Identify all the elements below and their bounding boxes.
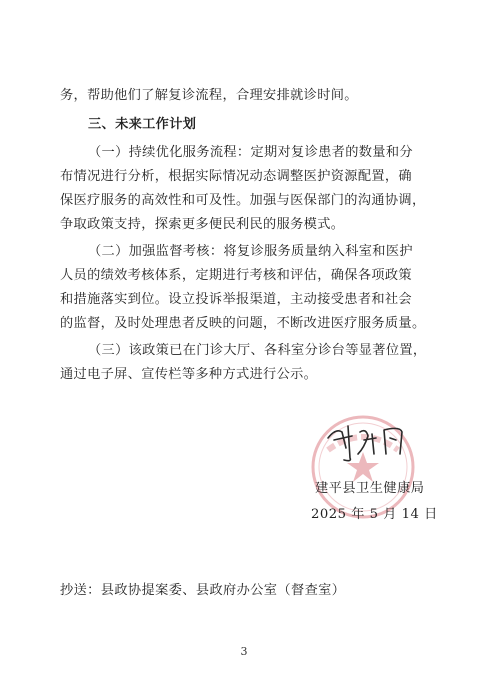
body-line: 争取政策支持，探索更多便民利民的服务模式。 — [60, 217, 345, 232]
body-line: 保医疗服务的高效性和可及性。加强与医保部门的沟通协调， — [60, 193, 426, 208]
body-line: 布情况进行分析，根据实际情况动态调整医护资源配置，确 — [60, 169, 412, 184]
issue-date: 2025 年 5 月 14 日 — [311, 507, 438, 522]
body-line: 的监督，及时处理患者反映的问题，不断改进医疗服务质量。 — [60, 316, 426, 331]
body-line: 人员的绩效考核体系，定期进行考核和评估，确保各项政策 — [60, 268, 412, 283]
body-line: 务，帮助他们了解复诊流程，合理安排就诊时间。 — [60, 88, 358, 103]
cc-line: 抄送：县政协提案委、县政府办公室（督查室） — [60, 583, 346, 598]
body-line: （三）该政策已在门诊大厅、各科室分诊台等显著位置， — [88, 343, 427, 358]
body-line: 通过电子屏、宣传栏等多种方式进行公示。 — [60, 367, 318, 382]
body-line: （一）持续优化服务流程：定期对复诊患者的数量和分 — [88, 145, 413, 160]
handwritten-signature-icon — [322, 418, 422, 468]
page-number: 3 — [240, 645, 248, 658]
body-line: （二）加强监督考核：将复诊服务质量纳入科室和医护 — [88, 244, 413, 259]
issuing-organization: 建平县卫生健康局 — [315, 481, 425, 496]
section-heading: 三、未来工作计划 — [88, 117, 197, 132]
body-line: 和措施落实到位。设立投诉举报渠道，主动接受患者和社会 — [60, 292, 412, 307]
